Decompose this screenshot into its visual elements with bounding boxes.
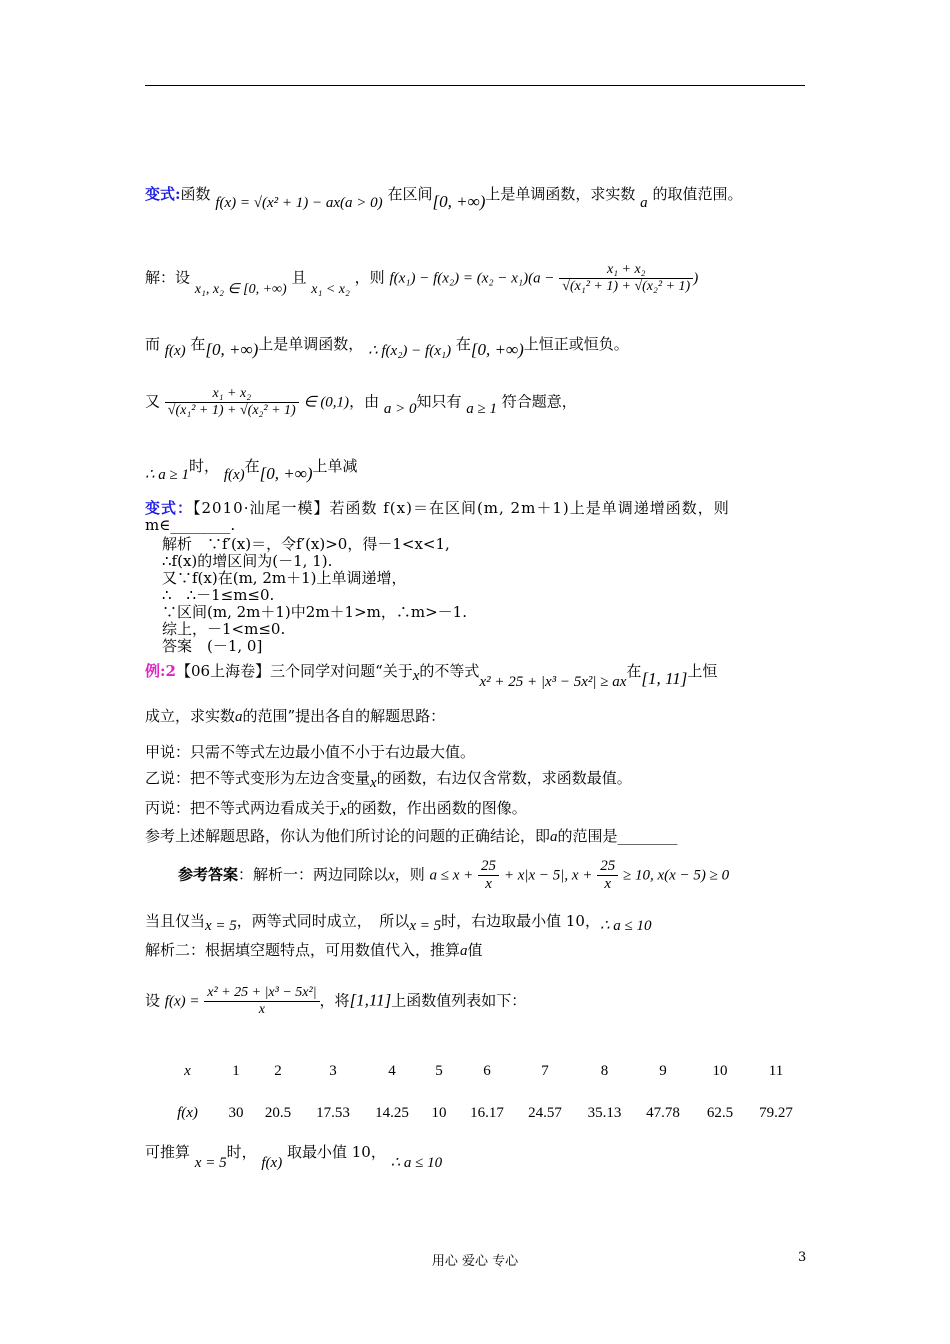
ans2-x5: x = 5 — [205, 918, 237, 934]
example2-yi — [145, 767, 632, 791]
answer-frac2 — [597, 858, 618, 893]
answer-line4 — [145, 985, 526, 1018]
answer-line1 — [178, 858, 729, 893]
table-cell: 10 — [712, 1062, 728, 1079]
line3-only: 知只有 — [416, 392, 462, 411]
frac1-den: x — [485, 876, 492, 892]
line2-zai2: 在 — [455, 335, 471, 353]
table-cell: 6 — [483, 1062, 491, 1079]
frac2-den: x — [604, 876, 612, 892]
answer-var-x: x — [388, 867, 395, 884]
example2-line2 — [145, 705, 445, 726]
example2-reference — [145, 825, 678, 846]
line2-interval: [0, +∞) — [205, 340, 259, 359]
table-cell: 7 — [541, 1062, 549, 1079]
example2-var-x: x — [412, 668, 420, 684]
table-cell: 10 — [431, 1104, 447, 1121]
answer-expr1: a ≤ x + — [429, 867, 474, 884]
table-cell: 11 — [768, 1062, 784, 1079]
ans2-result: ∴ a ≤ 10 — [599, 918, 652, 934]
example2-text1: 【06上海卷】三个同学对问题“关于 — [175, 662, 413, 680]
ans4-e: 上函数值列表如下： — [391, 991, 527, 1010]
frac2-num: 25 — [597, 858, 618, 876]
yi-var: x — [370, 775, 377, 791]
solution1-line2 — [145, 333, 629, 359]
ans4-a: 设 — [145, 991, 161, 1010]
page-number: 3 — [798, 1250, 807, 1265]
final-x5: x = 5 — [194, 1155, 227, 1171]
table-cell: 30 — [228, 1104, 244, 1121]
final-result: ∴ a ≤ 10 — [390, 1155, 443, 1171]
solution-then: ，则 — [354, 268, 385, 287]
answer-expr3: ≥ 10, x(x − 5) ≥ 0 — [622, 867, 730, 884]
example2-interval: [1, 11] — [641, 669, 688, 688]
variant2-analysis4: ∴ ∴－1≤m≤0. — [162, 586, 275, 604]
variant2-question: 【2010·汕尾一模】若函数 f(x)＝在区间(m, 2m＋1)上是单调递增函数，则 — [193, 499, 730, 517]
variant2-label: 变式： — [145, 499, 194, 517]
line3-numerator: x₁ + x₂ — [165, 386, 299, 403]
answer-line3 — [145, 939, 483, 960]
variant1-var-a: a — [640, 195, 648, 211]
line4-interval: [0, +∞) — [259, 464, 313, 483]
table-cell: 1 — [232, 1062, 240, 1079]
ans2-c: ，两等式同时成立， 所以 — [236, 912, 410, 930]
table-x-label: x — [184, 1062, 191, 1079]
ans2-x5b: x = 5 — [409, 918, 442, 934]
variant2-analysis1: 解析 ∵f′(x)＝，令f′(x)>0，得－1<x<1, — [162, 535, 450, 553]
table-cell: 9 — [659, 1062, 667, 1079]
answer-text2: ，则 — [394, 865, 425, 884]
line2-fx: f(x) — [164, 343, 186, 359]
table-cell: 62.5 — [706, 1104, 734, 1121]
ans3-var: a — [460, 943, 468, 959]
variant1-text4: 的取值范围。 — [652, 185, 743, 203]
final-c: 时， — [226, 1143, 257, 1161]
ans4-c: ，将 — [319, 991, 350, 1010]
line2-diff: ∴ f(x₂) − f(x₁) — [368, 343, 452, 359]
bing-var: x — [340, 803, 347, 819]
answer-text1: ：解析一：两边同除以 — [238, 865, 389, 884]
example2-text3: 在 — [626, 662, 642, 680]
example2-text2: 的不等式 — [419, 662, 480, 680]
variant2-answer: 答案 (－1, 0] — [162, 637, 263, 655]
fraction-numerator: x₁ + x₂ — [559, 262, 693, 279]
table-cell: 5 — [435, 1062, 443, 1079]
line4-when: 时， — [189, 457, 220, 475]
table-cell: 14.25 — [375, 1104, 409, 1121]
example2-inequality: x² + 25 + |x³ − 5x²| ≥ ax — [479, 674, 627, 690]
bing-a: 丙说：把不等式两边看成关于 — [145, 799, 341, 817]
example2-label: 例:2 — [145, 662, 176, 680]
line2-monotone: 上是单调函数， — [258, 335, 364, 353]
ans2-a: 当且仅当 — [145, 912, 206, 930]
ref-var: a — [550, 829, 558, 845]
variant2-blank: m∈________. — [145, 516, 236, 534]
table-cell: 4 — [388, 1062, 396, 1079]
variant1-text3: 上是单调函数，求实数 — [485, 185, 636, 203]
line3-a-positive: a > 0 — [383, 400, 417, 417]
example2-bing — [145, 797, 527, 818]
variant1-label: 变式: — [145, 185, 181, 203]
ans3-a: 解析二：根据填空题特点，可用数值代入，推算 — [145, 941, 461, 959]
line3-you2: ，由 — [349, 392, 380, 411]
ans4-fx: f(x) = — [164, 993, 200, 1010]
line3-a-ge1: a ≥ 1 — [466, 400, 498, 417]
solution-close-paren: ) — [693, 270, 699, 287]
variant2-analysis6: 综上，－1<m≤0. — [162, 620, 286, 638]
ref-c: 的范围是________ — [557, 827, 678, 845]
frac1-num: 25 — [478, 858, 499, 876]
variant2-analysis3: 又∵f(x)在(m, 2m＋1)上单调递增， — [162, 569, 407, 587]
variant1-line — [145, 183, 743, 211]
line3-fraction — [165, 386, 299, 419]
solution-and: 且 — [291, 268, 307, 287]
header-rule — [145, 85, 805, 86]
table-row-x — [160, 1050, 806, 1092]
footer-text: 用心 爱心 专心 — [431, 1254, 519, 1269]
table-cell: 79.27 — [759, 1104, 793, 1121]
table-cell: 17.53 — [316, 1104, 350, 1121]
example2-line2-a: 成立，求实数 — [145, 707, 236, 725]
table-cell: 16.17 — [470, 1104, 504, 1121]
ans3-c: 值 — [467, 941, 483, 959]
solution-intro: 解：设 — [145, 268, 191, 287]
answer-expr2: + x|x − 5|, x + — [503, 867, 593, 884]
yi-c: 的函数，右边仅含常数，求函数最值。 — [376, 769, 632, 787]
table-cell: 47.78 — [646, 1104, 680, 1121]
variant2-line1 — [145, 497, 730, 518]
ans4-interval: [1,11] — [349, 990, 392, 1010]
table-row-f — [160, 1092, 806, 1134]
final-line — [145, 1141, 443, 1171]
line2-interval2: [0, +∞) — [470, 340, 524, 359]
ans4-num: x² + 25 + |x³ − 5x²| — [204, 985, 319, 1002]
ans4-frac — [204, 985, 319, 1018]
table-cell: 3 — [329, 1062, 337, 1079]
solution1-line3 — [145, 386, 577, 419]
solution-order: x₁ < x₂ — [311, 281, 350, 297]
table-cell: 24.57 — [528, 1104, 562, 1121]
table-cell: 2 — [274, 1062, 282, 1079]
line2-er: 而 — [145, 335, 161, 353]
example2-line2-var: a — [235, 709, 243, 725]
example2-line1 — [145, 660, 718, 690]
example2-jia: 甲说：只需不等式左边最小值不小于右边最大值。 — [145, 743, 476, 761]
bing-c: 的函数，作出函数的图像。 — [346, 799, 527, 817]
variant1-func: f(x) = √(x² + 1) − ax(a > 0) — [215, 195, 383, 211]
line4-decreasing: 上单减 — [312, 457, 358, 475]
final-fx: f(x) — [261, 1155, 283, 1171]
variant1-text2: 在区间 — [387, 185, 433, 203]
table-f-label: f(x) — [177, 1104, 198, 1121]
variant2-analysis2: ∴f(x)的增区间为(－1, 1). — [162, 552, 333, 570]
example2-line2-c: 的范围”提出各自的解题思路： — [242, 707, 446, 725]
table-cell: 20.5 — [264, 1104, 292, 1121]
answer-frac1 — [478, 858, 499, 893]
example2-text4: 上恒 — [687, 662, 718, 680]
variant1-text1: 函数 — [180, 185, 211, 203]
variant2-analysis5: ∵区间(m, 2m＋1)中2m＋1>m，∴m>－1. — [162, 603, 467, 621]
line4-zai: 在 — [244, 457, 260, 475]
table-cell: 8 — [600, 1062, 609, 1079]
fraction-denominator: √(x₁² + 1) + √(x₂² + 1) — [562, 279, 691, 294]
solution1-line1 — [145, 262, 698, 295]
answer-line2 — [145, 910, 652, 934]
line3-denominator: √(x₁² + 1) + √(x₂² + 1) — [167, 403, 296, 418]
variant1-interval: [0, +∞) — [432, 192, 486, 211]
line3-you: 又 — [145, 392, 161, 411]
line4-fx: f(x) — [223, 467, 245, 483]
solution-diff-expr: f(x₁) − f(x₂) = (x₂ − x₁)(a − — [389, 270, 555, 287]
line4-therefore: ∴ a ≥ 1 — [145, 467, 190, 483]
solution-vars: x₁, x₂ ∈ [0, +∞) — [194, 281, 287, 297]
line3-fits: 符合题意， — [501, 392, 577, 411]
line2-sign: 上恒正或恒负。 — [523, 335, 629, 353]
yi-a: 乙说：把不等式变形为左边含变量 — [145, 769, 371, 787]
ref-a: 参考上述解题思路，你认为他们所讨论的问题的正确结论，即 — [145, 827, 551, 845]
ans4-den: x — [258, 1002, 266, 1017]
value-table — [160, 1050, 806, 1134]
line3-range: ∈ (0,1) — [303, 394, 350, 411]
answer-label: 参考答案 — [178, 865, 239, 884]
solution-fraction — [559, 262, 693, 295]
line2-zai: 在 — [190, 335, 206, 353]
final-a: 可推算 — [145, 1143, 191, 1161]
table-cell: 35.13 — [587, 1104, 622, 1121]
ans2-e: 时，右边取最小值 10， — [441, 912, 600, 930]
solution1-line4 — [145, 455, 358, 483]
final-e: 取最小值 10， — [286, 1143, 386, 1161]
